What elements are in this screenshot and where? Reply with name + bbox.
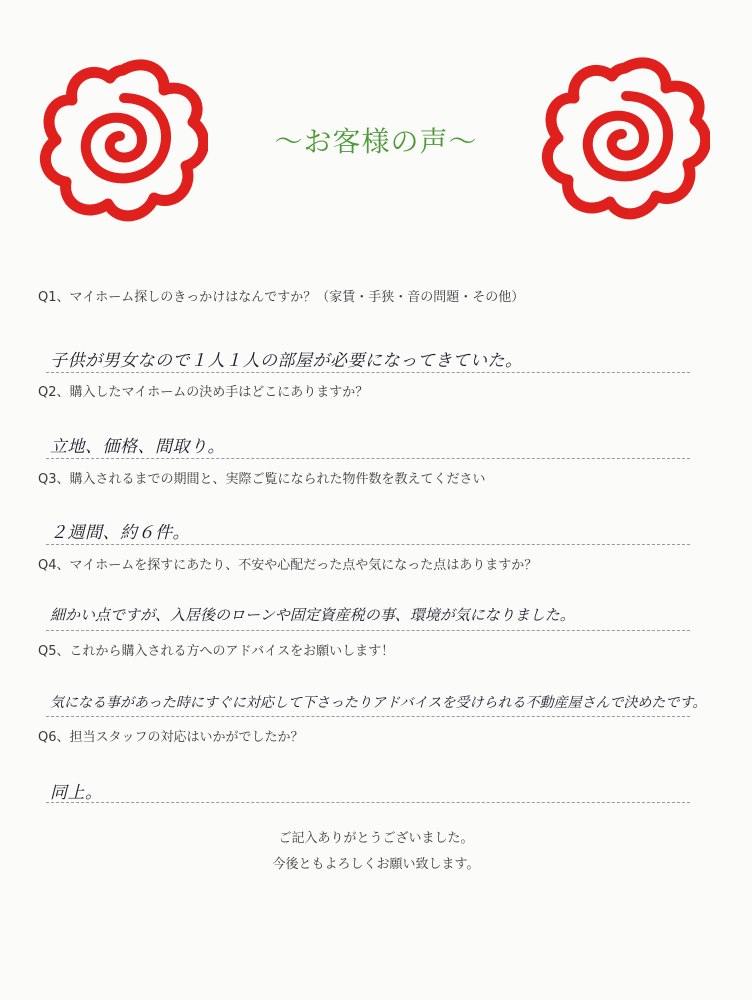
closing-line-2: 今後ともよろしくお願い致します。 bbox=[272, 857, 480, 872]
answer-line-2 bbox=[46, 458, 690, 459]
question-2: Q2、購入したマイホームの決め手はどこにありますか？ bbox=[38, 385, 369, 400]
answer-3: ２週間、約６件。 bbox=[50, 523, 190, 543]
answer-6: 同上。 bbox=[50, 783, 103, 803]
page-title: ～お客様の声～ bbox=[274, 125, 478, 158]
answer-1: 子供が男女なので１人１人の部屋が必要になってきていた。 bbox=[50, 351, 523, 371]
answer-line-5 bbox=[46, 716, 690, 717]
question-4: Q4、マイホームを探すにあたり、不安や心配だった点や気になった点はありますか？ bbox=[38, 558, 538, 573]
closing-line-1: ご記入ありがとうございました。 bbox=[278, 831, 474, 846]
closing-message bbox=[0, 826, 752, 878]
answer-5: 気になる事があった時にすぐに対応して下さったりアドバイスを受けられる不動産屋さんで決めたです。 bbox=[50, 695, 707, 711]
answer-line-1 bbox=[46, 372, 690, 373]
question-3: Q3、購入されるまでの期間と、実際ご覧になられた物件数を教えてください bbox=[38, 472, 486, 487]
answer-line-3 bbox=[46, 544, 690, 545]
question-6: Q6、担当スタッフの対応はいかがでしたか？ bbox=[38, 730, 304, 745]
answer-line-4 bbox=[46, 630, 690, 631]
answer-2: 立地、価格、間取り。 bbox=[50, 437, 225, 457]
question-1: Q1、マイホーム探しのきっかけはなんですか？（家賃・手狭・音の問題・その他） bbox=[38, 290, 525, 305]
answer-line-6 bbox=[46, 802, 690, 803]
question-5: Q5、これから購入される方へのアドバイスをお願いします！ bbox=[38, 644, 395, 659]
answer-4: 細かい点ですが、入居後のローンや固定資産税の事、環境が気になりました。 bbox=[50, 606, 575, 624]
